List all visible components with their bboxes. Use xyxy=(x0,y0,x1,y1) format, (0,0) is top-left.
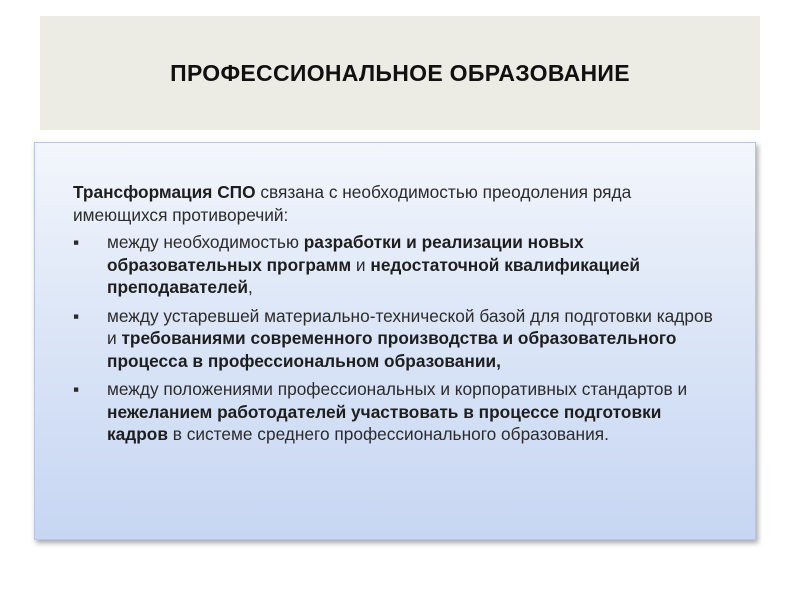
content-box xyxy=(34,142,756,540)
bullet-icon: ▪ xyxy=(73,379,80,399)
intro-text: связана с необходимостью преодоления ряда имеющихся противоречий: xyxy=(73,182,632,225)
bullet-bold-text: требованиями современного производства и образовательного процесса в профессиональном образовании, xyxy=(107,328,677,371)
bullet-icon: ▪ xyxy=(73,232,80,252)
intro-paragraph xyxy=(73,181,715,226)
bullet-bold-text: недостаточной квалификацией преподавателей xyxy=(107,254,640,297)
intro-bold-text: Трансформация СПО xyxy=(73,182,256,202)
bullet-bold-text: нежеланием работодателей участвовать в процессе подготовки кадров xyxy=(107,401,662,444)
bullet-icon: ▪ xyxy=(73,305,80,326)
bullet-list xyxy=(73,231,715,446)
bullet-bold-text: разработки и реализации новых образовательных программ xyxy=(107,232,584,275)
bullet-text: между положениями профессиональных и корпоративных стандартов и xyxy=(107,379,688,399)
bullet-text: между необходимостью xyxy=(107,232,304,252)
bullet-text: между устаревшей материально-технической базой для подготовки кадров и xyxy=(107,305,713,348)
bullet-text: в системе среднего профессионального образования. xyxy=(167,424,609,444)
page-title: ПРОФЕССИОНАЛЬНОЕ ОБРАЗОВАНИЕ xyxy=(170,59,630,86)
list-item xyxy=(73,305,715,373)
title-band xyxy=(40,16,760,130)
list-item xyxy=(73,378,715,446)
bullet-text: , xyxy=(248,277,253,297)
bullet-text: и xyxy=(351,254,371,275)
list-item xyxy=(73,231,715,299)
